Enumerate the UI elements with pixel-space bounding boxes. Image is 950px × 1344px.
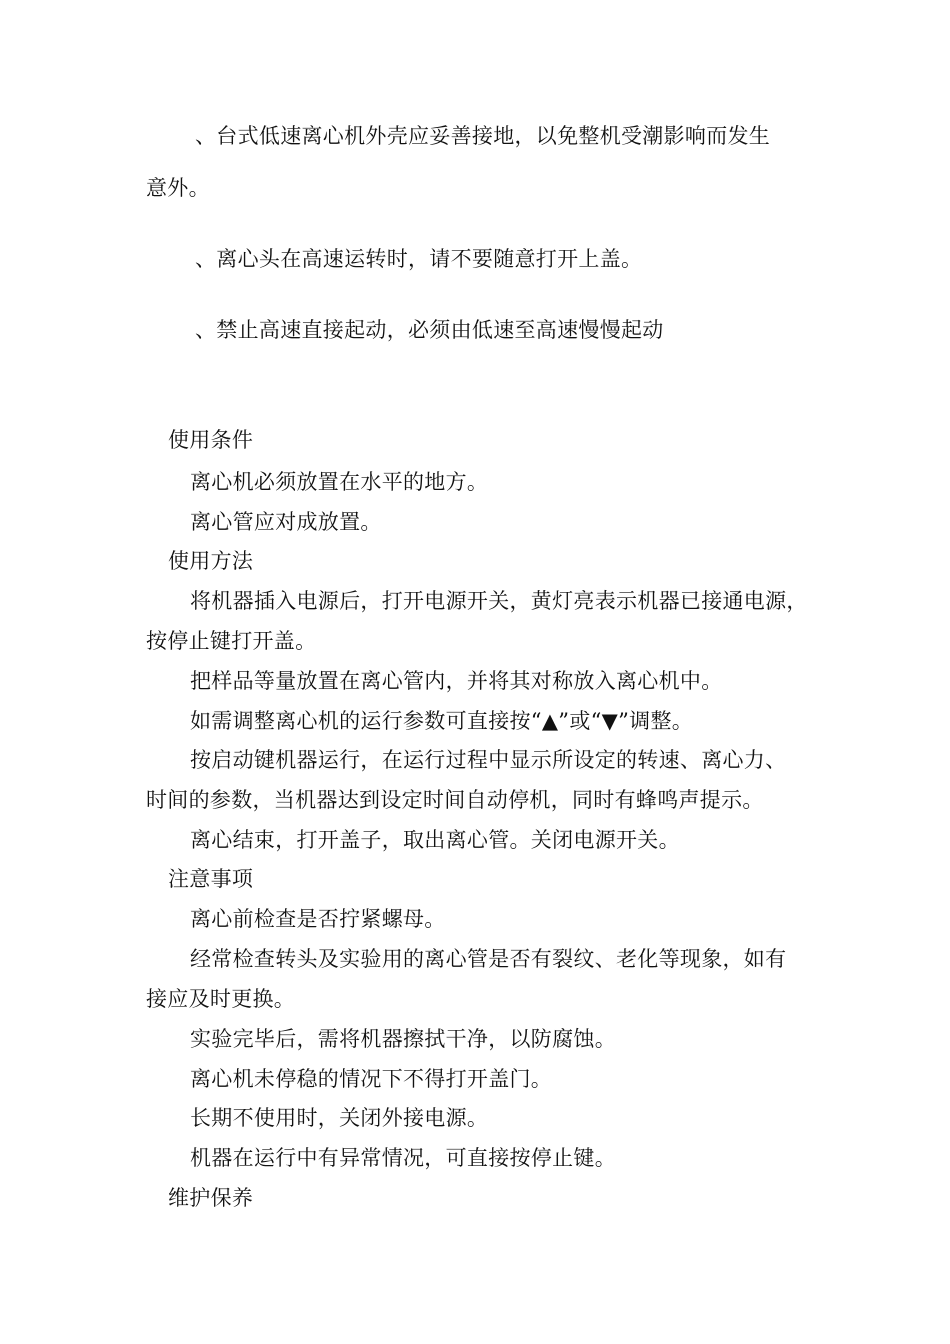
- section-heading-maintenance: 维护保养: [168, 1186, 254, 1210]
- warning-start: 、禁止高速直接起动，必须由低速至高速慢慢起动: [195, 318, 664, 342]
- note-item: 实验完毕后，需将机器擦拭干净，以防腐蚀。: [190, 1027, 616, 1051]
- condition-item: 离心管应对成放置。: [190, 510, 382, 534]
- method-item-continued: 时间的参数，当机器达到设定时间自动停机，同时有蜂鸣声提示。: [146, 788, 764, 812]
- warning-grounding-line2: 意外。: [146, 176, 210, 200]
- note-item: 经常检查转头及实验用的离心管是否有裂纹、老化等现象，如有: [190, 947, 787, 971]
- condition-item: 离心机必须放置在水平的地方。: [190, 470, 489, 494]
- method-item: 按启动键机器运行，在运行过程中显示所设定的转速、离心力、: [190, 748, 787, 772]
- method-item: 离心结束，打开盖子，取出离心管。关闭电源开关。: [190, 828, 680, 852]
- method-item: 把样品等量放置在离心管内，并将其对称放入离心机中。: [190, 669, 723, 693]
- note-item: 离心机未停稳的情况下不得打开盖门。: [190, 1067, 553, 1091]
- note-item: 长期不使用时，关闭外接电源。: [190, 1106, 489, 1130]
- method-item: 如需调整离心机的运行参数可直接按“▲”或“▼”调整。: [190, 709, 694, 733]
- method-item: 将机器插入电源后，打开电源开关，黄灯亮表示机器已接通电源，: [190, 589, 808, 613]
- note-item-continued: 接应及时更换。: [146, 987, 296, 1011]
- warning-grounding-line1: 、台式低速离心机外壳应妥善接地，以免整机受潮影响而发生: [195, 124, 771, 148]
- section-heading-method: 使用方法: [168, 549, 254, 573]
- section-heading-conditions: 使用条件: [168, 428, 254, 452]
- warning-lid: 、离心头在高速运转时，请不要随意打开上盖。: [195, 247, 643, 271]
- section-heading-notes: 注意事项: [168, 867, 254, 891]
- method-item-continued: 按停止键打开盖。: [146, 629, 317, 653]
- note-item: 机器在运行中有异常情况，可直接按停止键。: [190, 1146, 616, 1170]
- note-item: 离心前检查是否拧紧螺母。: [190, 907, 446, 931]
